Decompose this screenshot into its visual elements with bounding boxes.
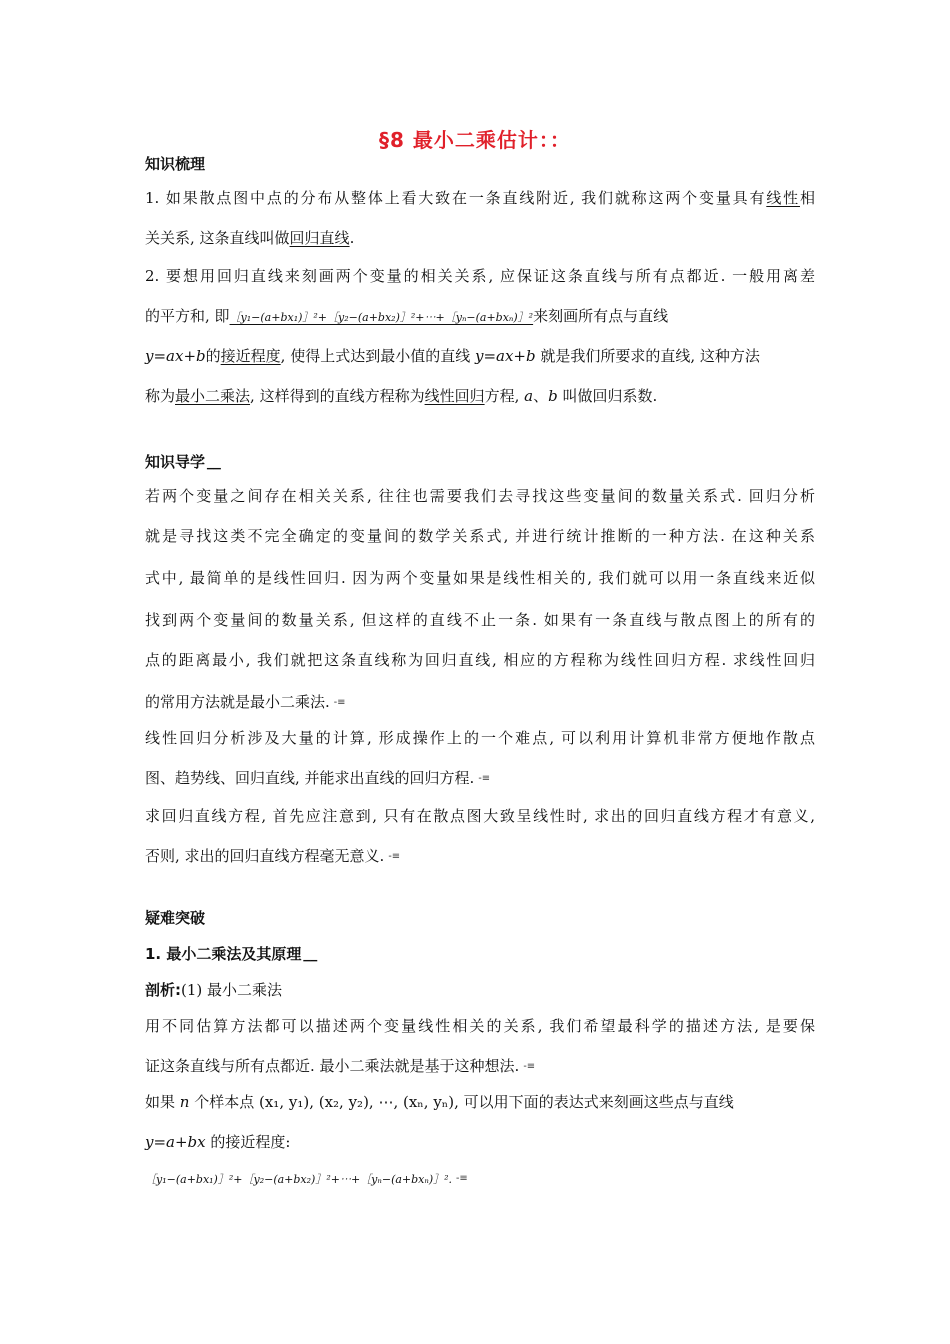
paragraph-line [145, 692, 815, 713]
marker-symbol: -≡ [388, 851, 401, 862]
paragraph-line [145, 1092, 815, 1112]
text-run: 就是我们所要求的直线, 这种方法 [535, 347, 760, 365]
section-heading-row [145, 452, 815, 475]
sub-heading-row [145, 944, 815, 967]
paragraph-line: 就是寻找这类不完全确定的变量间的数学关系式, 并进行统计推断的一种方法. 在这种关系 [145, 527, 815, 545]
text-run: 的平方和, 即 [145, 307, 230, 325]
analysis-label: 剖析: [145, 981, 181, 999]
text-run: 的接近程度: [205, 1133, 291, 1151]
text-run: . [349, 229, 355, 247]
paragraph-line [145, 306, 815, 328]
marker-symbol: -≡ [333, 697, 346, 708]
text-run: 方程, [484, 387, 525, 405]
math-symbol: a [524, 387, 534, 405]
paragraph-line: 线性回归分析涉及大量的计算, 形成操作上的一个难点, 可以利用计算机非常方便地作散点 [145, 729, 815, 747]
formula-line [145, 1168, 815, 1190]
paragraph-line: 求回归直线方程, 首先应注意到, 只有在散点图大致呈线性时, 求出的回归直线方程才有意义, [145, 807, 815, 825]
underlined-term: 回归直线 [289, 229, 350, 247]
text-run: 否则, 求出的回归直线方程毫无意义. [145, 847, 385, 865]
marker-symbol: ▁▁ [303, 952, 318, 962]
text-run: 相 [799, 189, 815, 207]
section-heading-knowledge-guide: 知识导学 [145, 453, 206, 471]
text-run: 来刻画所有点与直线 [533, 307, 669, 325]
math-expression: y=a+bx [145, 1133, 206, 1151]
text-run: (1) 最小二乘法 [181, 981, 283, 999]
underlined-term: 最小二乘法 [175, 387, 251, 405]
analysis-line [145, 980, 815, 1000]
paragraph-line: 找到两个变量间的数量关系, 但这样的直线不止一条. 如果有一条直线与散点图上的所有的 [145, 611, 815, 629]
paragraph-line [145, 188, 815, 208]
section-heading-knowledge-review: 知识梳理 [145, 155, 206, 173]
text-run: 关关系, 这条直线叫做 [145, 229, 290, 247]
math-symbol: n [179, 1093, 190, 1111]
underlined-term: 线性 [766, 189, 800, 207]
underlined-term: 接近程度 [220, 347, 281, 365]
section-heading-difficulties: 疑难突破 [145, 909, 206, 927]
paragraph-line [145, 768, 815, 789]
marker-symbol: ▁▁ [207, 460, 221, 470]
text-run: 称为 [145, 387, 176, 405]
paragraph-line [145, 346, 815, 366]
text-run: , 使得上式达到最小值的直线 [280, 347, 475, 365]
text-run: 图、趋势线、回归直线, 并能求出直线的回归方程. [145, 769, 475, 787]
paragraph-line: 点的距离最小, 我们就把这条直线称为回归直线, 相应的方程称为线性回归方程. 求线性回归 [145, 651, 815, 669]
paragraph-line: 式中, 最简单的是线性回归. 因为两个变量如果是线性相关的, 我们就可以用一条直线来近似 [145, 569, 815, 587]
paragraph-line [145, 1132, 815, 1152]
paragraph-line [145, 386, 815, 406]
text-run: 叫做回归系数. [557, 387, 658, 405]
formula-sum-of-squares: ［y₁−(a+bx₁)］²+［y₂−(a+bx₂)］²+⋯+［yₙ−(a+bxₙ)］² [229, 311, 534, 324]
math-symbol: b [548, 387, 558, 405]
math-expression: y=ax+b [474, 347, 536, 365]
text-run: 1. 如果散点图中点的分布从整体上看大致在一条直线附近, 我们就称这两个变量具有 [145, 189, 767, 207]
text-run: 如果 [145, 1093, 180, 1111]
marker-symbol: -≡ [478, 773, 491, 784]
text-run: 、 [533, 387, 549, 405]
text-run: 的常用方法就是最小二乘法. [145, 693, 330, 711]
paragraph-line: 用不同估算方法都可以描述两个变量线性相关的关系, 我们希望最科学的描述方法, 是要保 [145, 1017, 815, 1035]
paragraph-line [145, 228, 815, 248]
paragraph-line: 2. 要想用回归直线来刻画两个变量的相关关系, 应保证这条直线与所有点都近. 一般用离差 [145, 267, 815, 285]
underlined-term: 线性回归 [424, 387, 485, 405]
text-run: , 这样得到的直线方程称为 [250, 387, 425, 405]
paragraph-line: 若两个变量之间存在相关关系, 往往也需要我们去寻找这些变量间的数量关系式. 回归分析 [145, 487, 815, 505]
marker-symbol: -≡ [523, 1061, 536, 1072]
paragraph-line [145, 846, 815, 867]
text-run: 证这条直线与所有点都近. 最小二乘法就是基于这种想法. [145, 1057, 520, 1075]
marker-symbol: -≡ [456, 1173, 468, 1184]
page-title: §8 最小二乘估计：： [379, 128, 571, 152]
formula-sum-of-squares: ［y₁−(a+bx₁)］²+［y₂−(a+bx₂)］²+⋯+［yₙ−(a+bxₙ)］². [145, 1173, 453, 1186]
sub-heading-least-squares: 1. 最小二乘法及其原理 [145, 945, 302, 963]
math-expression: y=ax+b [145, 347, 206, 365]
text-run: 的 [205, 347, 221, 365]
paragraph-line [145, 1056, 815, 1077]
text-run: 个样本点 (x₁, y₁), (x₂, y₂), ⋯, (xₙ, yₙ), 可以用下面的表达式来刻画这些点与直线 [189, 1093, 734, 1111]
